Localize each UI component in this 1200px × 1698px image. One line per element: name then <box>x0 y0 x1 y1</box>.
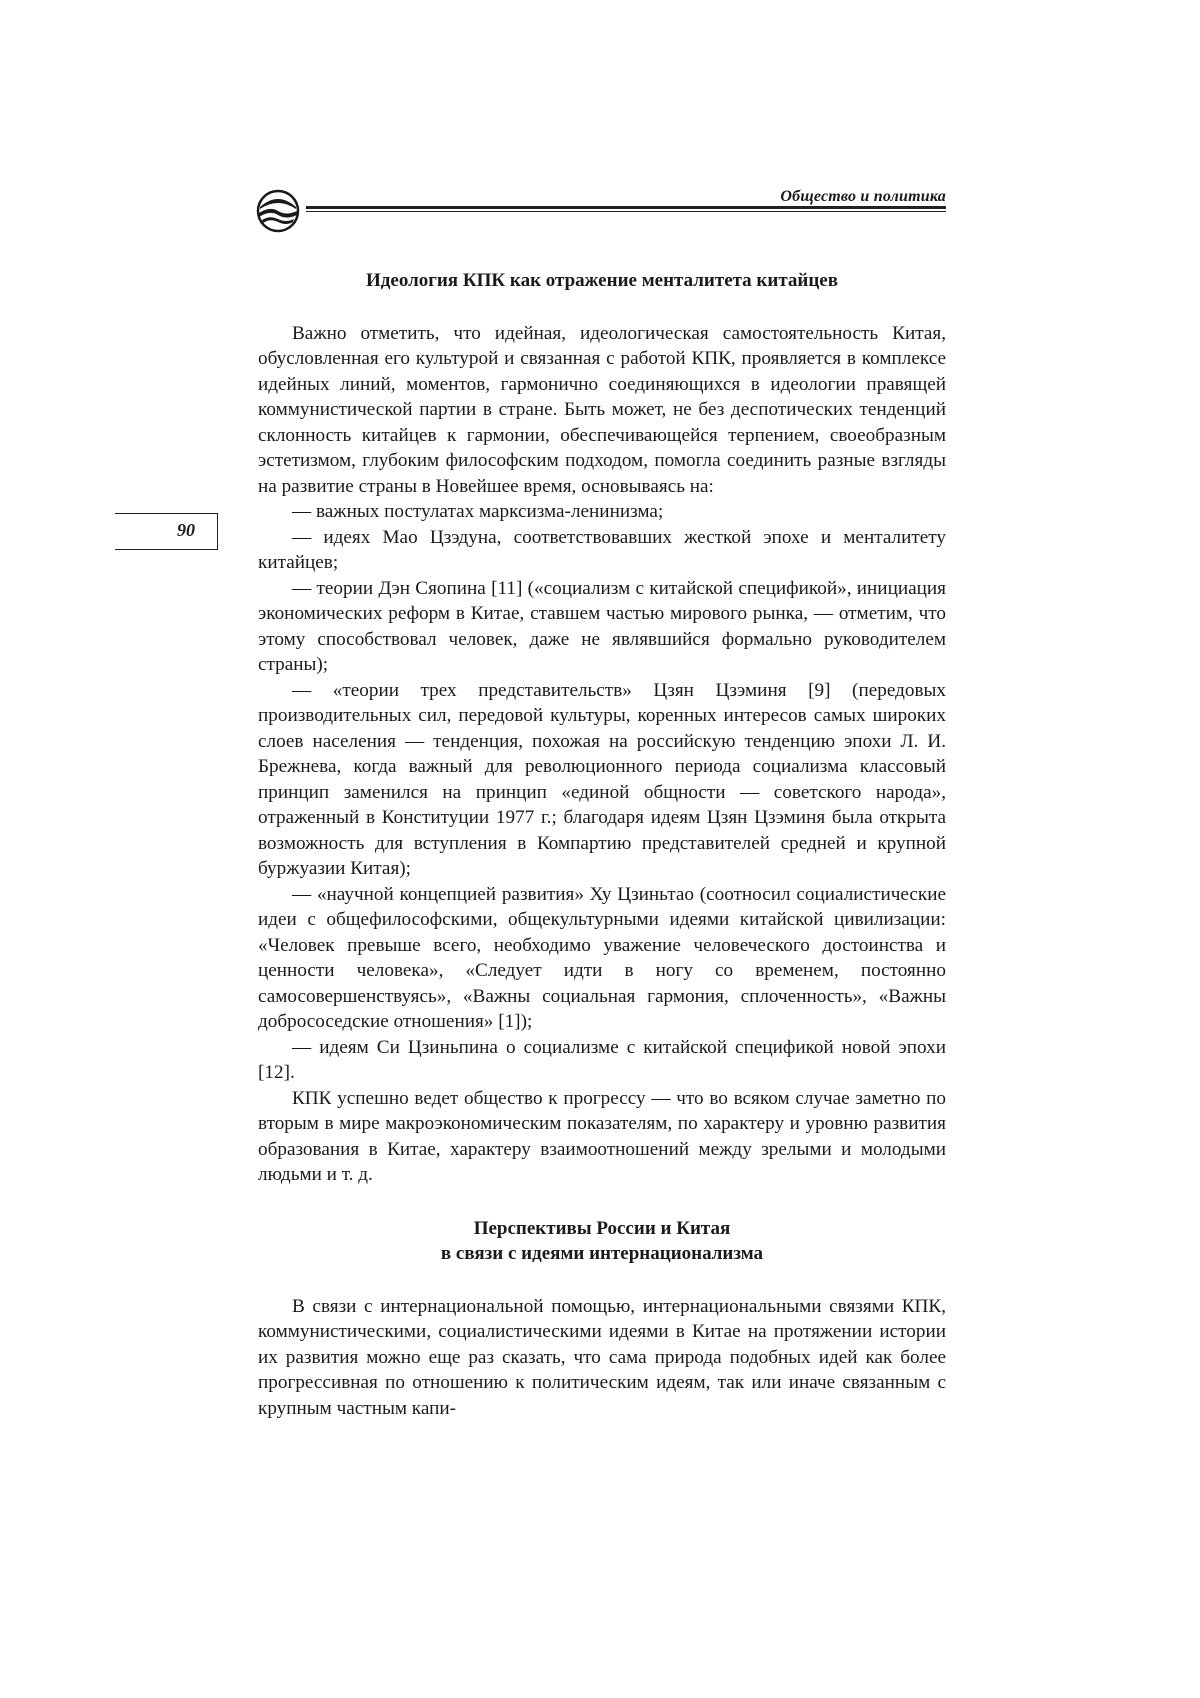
running-header-section: Общество и политика <box>780 188 946 205</box>
list-item: — важных постулатах марксизма-ленинизма; <box>292 501 664 522</box>
list-item: — «теории трех представительств» Цзян Цзэминя [9] (передовых производительных сил, передовой культуры, коренных интересов самых широких слоев населения — тенденция, похожая на российскую тенденцию эпохи Л. И. Брежнева, когда важный для революционного периода социализма классовый принцип заменился на принцип «единой общности — советского народа», отраженный в Конституции 1977 г.; благодаря идеям Цзян Цзэминя была открыта возможность для вступления в Компартию представителей средней и крупной буржуазии Китая); <box>258 679 946 879</box>
paragraph-internationalism: В связи с интернациональной помощью, интернациональными связями КПК, коммунистическими, социалистическими идеями в Китае на протяжении истории их развития можно еще раз сказать, что сама природа подобных идей как более прогрессивная по отношению к политическим идеям, так или иначе связанным с крупным частным капи- <box>258 1295 946 1419</box>
section-heading-perspectives <box>258 1216 946 1267</box>
list-item: — «научной концепцией развития» Ху Цзиньтао (соотносил социалистические идеи с общефилософскими, общекультурными идеями китайской цивилизации: «Человек превыше всего, необходимо уважение человеческого достоинства и ценности человека», «Следует идти в ногу со временем, постоянно самосовершенствуясь», «Важны социальная гармония, сплоченность», «Важны добрососедские отношения» [1]); <box>258 883 946 1032</box>
section-heading-line: Перспективы России и Китая <box>473 1217 731 1239</box>
list-item: — идеям Си Цзиньпина о социализме с китайской спецификой новой эпохи [12]. <box>258 1036 946 1083</box>
journal-logo-icon <box>256 189 300 233</box>
page-number: 90 <box>177 520 195 540</box>
paragraph-intro: Важно отметить, что идейная, идеологическая самостоятельность Китая, обусловленная его культурой и связанная с работой КПК, проявляется в комплексе идейных линий, моментов, гармонично соединяющихся в идеологии правящей коммунистической партии в стране. Быть может, не без деспотических тенденций склонность китайцев к гармонии, обеспечивающейся терпением, своеобразным эстетизмом, глубоким философским подходом, помогла соединить разные взгляды на развитие страны в Новейшее время, основываясь на: <box>258 322 946 497</box>
section-heading-line: в связи с идеями интернационализма <box>440 1243 764 1264</box>
header-rule <box>306 206 946 209</box>
article-body <box>258 268 946 1421</box>
paragraph-conclusion: КПК успешно ведет общество к прогрессу — что во всяком случае заметно по вторым в мире макроэкономическим показателям, по характеру и уровню развития образования в Китае, характеру взаимоотношений между зрелыми и молодыми людьми и т. д. <box>258 1087 946 1185</box>
section-heading-ideology: Идеология КПК как отражение менталитета китайцев <box>366 270 838 291</box>
page-number-box <box>115 513 218 550</box>
list-item: — теории Дэн Сяопина [11] («социализм с китайской спецификой», инициация экономических реформ в Китае, ставшем частью мирового рынка, — отметим, что этому способствовал человек, даже не являвшийся формально руководителем страны); <box>258 577 946 675</box>
header-rule-thin <box>306 211 946 212</box>
list-item: — идеях Мао Цзэдуна, соответствовавших жесткой эпохе и менталитету китайцев; <box>258 526 946 573</box>
